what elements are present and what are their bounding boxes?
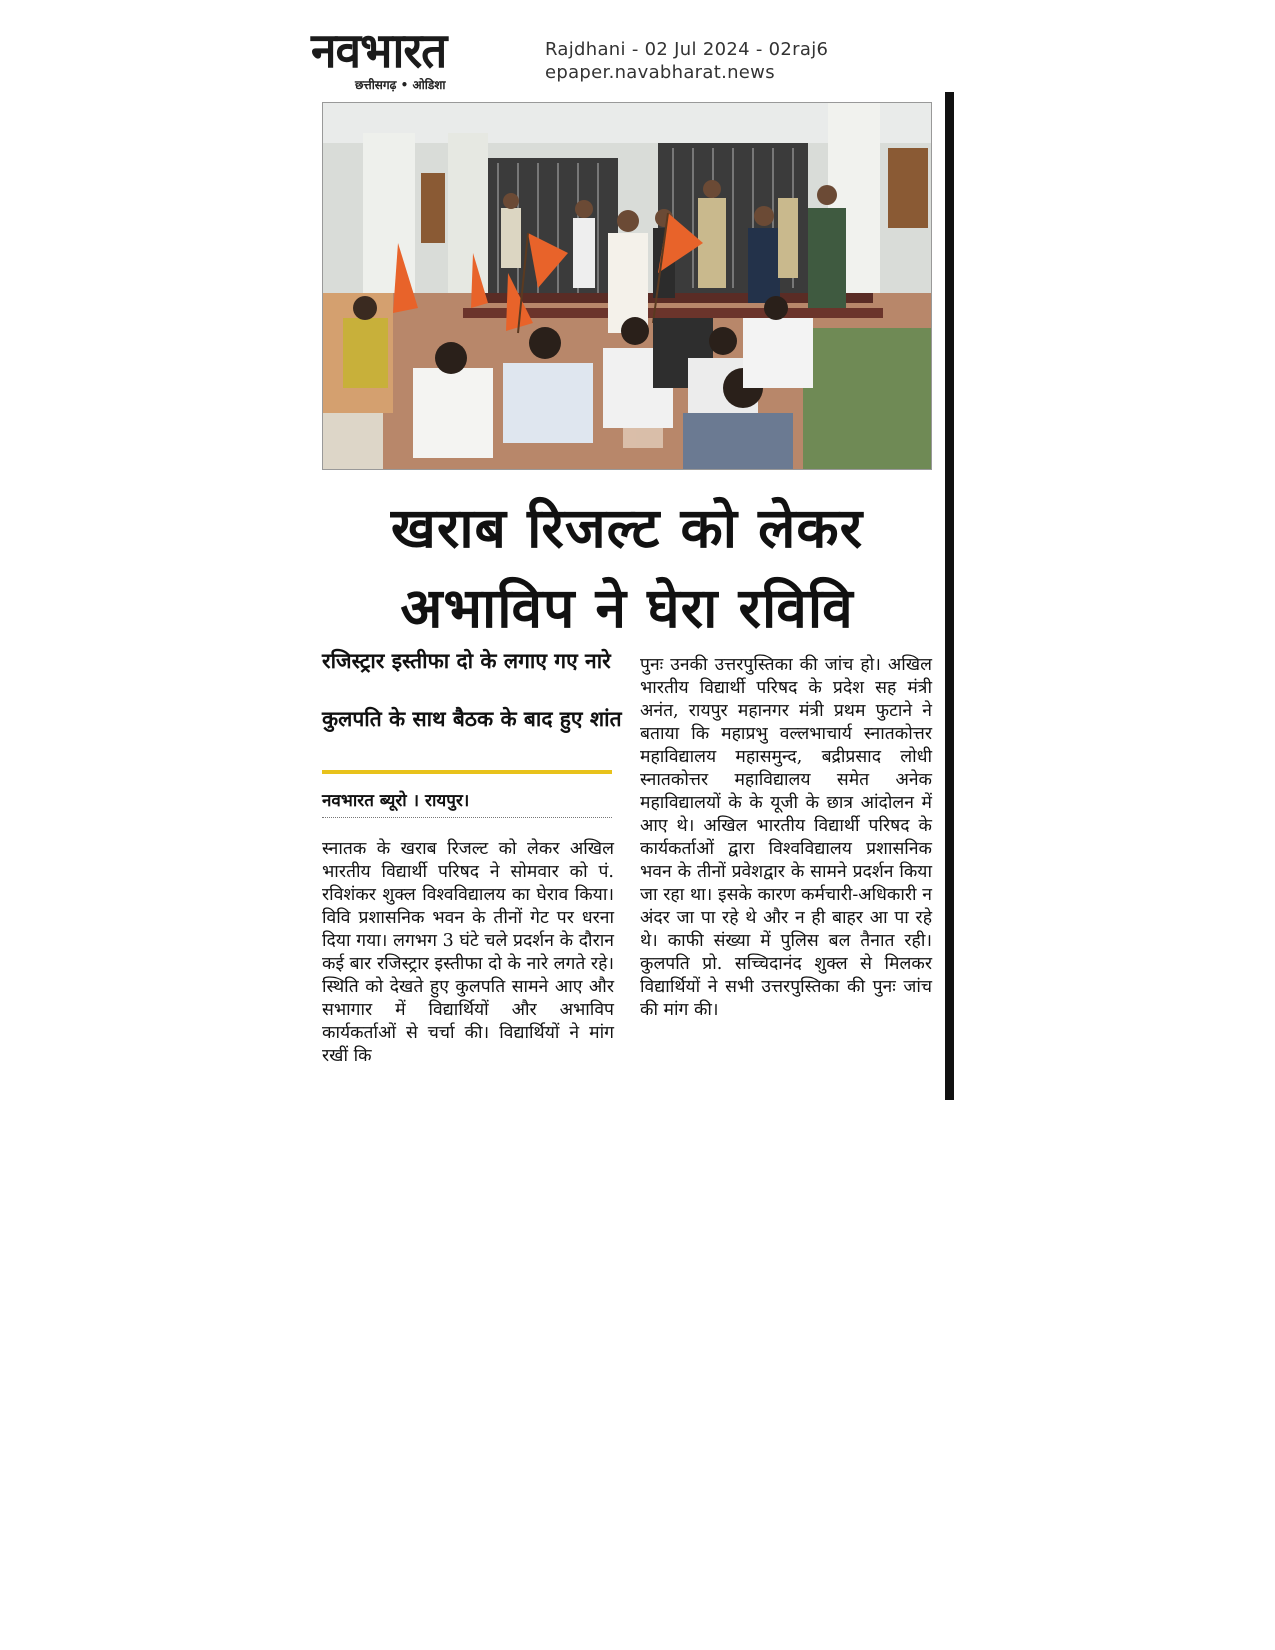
edition-date-line: Rajdhani - 02 Jul 2024 - 02raj6 (545, 39, 829, 60)
article-column-right: पुनः उनकी उत्तरपुस्तिका की जांच हो। अखिल भारतीय विद्यार्थी परिषद के प्रदेश सह मंत्री अनंत, रायपुर महानगर मंत्री प्रथम फुटाने ने बताया कि महाप्रभु वल्लभाचार्य स्नातकोत्तर महाविद्यालय महासमुन्द, बद्रीप्रसाद लोधी स्नातकोत्तर महाविद्यालय समेत अनेक महाविद्यालयों के के यूजी के छात्र आंदोलन में आए थे। अखिल भारतीय विद्यार्थी परिषद के कार्यकर्ताओं द्वारा विश्वविद्यालय प्रशासनिक भवन के तीनों प्रवेशद्वार के सामने प्रदर्शन किया जा रहा था। इसके कारण कर्मचारी-अधिकारी न अंदर जा पा रहे थे और न ही बाहर आ पा रहे थे। काफी संख्या में पुलिस बल तैनात रही। कुलपति प्रो. सच्चिदानंद शुक्ल से मिलकर विद्यार्थियों ने सभी उत्तरपुस्तिका की पुनः जांच की मांग की। (640, 655, 932, 1020)
subheading-2: कुलपति के साथ बैठक के बाद हुए शांत (322, 707, 622, 731)
dotted-divider (322, 817, 612, 818)
news-photo (322, 102, 932, 470)
headline (322, 488, 932, 648)
headline-line-1: खराब रिजल्ट को लेकर (390, 496, 864, 560)
masthead-subtitle: छत्तीसगढ़ • ओडिशा (355, 78, 446, 92)
newspaper-logo: नवभारत (311, 21, 447, 79)
article-column-left: स्नातक के खराब रिजल्ट को लेकर अखिल भारतीय विद्यार्थी परिषद ने सोमवार को पं. रविशंकर शुक्ल विश्वविद्यालय का घेराव किया। विवि प्रशासनिक भवन के तीनों गेट पर धरना दिया गया। लगभग 3 घंटे चले प्रदर्शन के दौरान कई बार रजिस्ट्रार इस्तीफा दो के नारे लगते रहे। स्थिति को देखते हुए कुलपति सामने आए और सभागार में विद्यार्थियों और अभाविप कार्यकर्ताओं से चर्चा की। विद्यार्थियों ने मांग रखीं कि (322, 839, 614, 1066)
accent-divider (322, 770, 612, 774)
column-rule (945, 92, 954, 1100)
edition-url-line: epaper.navabharat.news (545, 62, 775, 83)
subheading-1: रजिस्ट्रार इस्तीफा दो के लगाए गए नारे (322, 649, 611, 673)
protest-photo-icon (323, 103, 932, 470)
edition-info (545, 38, 828, 84)
byline: नवभारत ब्यूरो । रायपुर। (322, 791, 470, 811)
masthead (307, 21, 527, 92)
headline-line-2: अभाविप ने घेरा रविवि (400, 576, 854, 640)
